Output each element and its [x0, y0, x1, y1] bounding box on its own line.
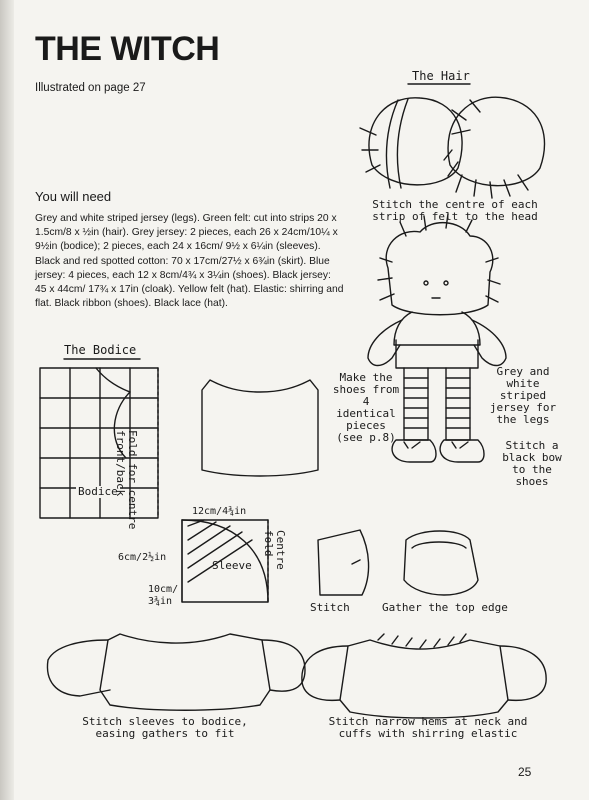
page-title: THE WITCH: [35, 30, 220, 68]
shoe-stitch-label: Stitch: [310, 601, 350, 614]
shoe-gather-label: Gather the top edge: [382, 601, 508, 614]
shoe-arrow: [352, 560, 360, 564]
sleeve-fold-label: Centre fold: [262, 530, 287, 570]
shoes-note: Make the shoes from 4 identical pieces (see p.8): [332, 371, 400, 444]
bodice-piece-label: Bodice: [78, 485, 118, 498]
legs-note: Grey and white striped jersey for the legs: [489, 365, 557, 426]
hair-caption: Stitch the centre of each strip of felt to the head: [372, 198, 538, 223]
materials-heading: You will need: [35, 189, 112, 204]
shoe-step-drawings: [318, 530, 478, 595]
hems-caption: Stitch narrow hems at neck and cuffs with shirring elastic: [328, 715, 528, 740]
hair-heading: The Hair: [412, 69, 470, 83]
hair-head-front-drawing: [360, 98, 462, 188]
bodice-heading: The Bodice: [64, 343, 137, 357]
hair-head-back-drawing: [444, 97, 545, 198]
sweater-finished-drawing: [302, 634, 546, 718]
sleeve-label: Sleeve: [212, 559, 252, 572]
materials-list: Grey and white striped jersey (legs). Green felt: cut into strips 20 x 1.5cm/8 x ½in (hair). Grey jersey: 2 pieces, each 26 x 24cm/10¼ x 9½in (bodice); 2 pieces, each 24 x 16cm/ 9½ x 6¼in (sleeves). Black and red spotted cotton: 70 x 17cm/27½ x 6¾in (skirt). Blue jersey: 4 pieces, each 12 x 8cm/4¾ x 3¼in (shoes). Black jersey: 45 x 44cm/ 17¾ x 17in (cloak). Yellow felt (hat). Elastic: shirring and flat. Black ribbon (shoes). Black lace (hat).: [35, 213, 344, 310]
bodice-shape-drawing: [202, 380, 318, 476]
sleeves-caption: Stitch sleeves to bodice, easing gathers to fit: [82, 715, 248, 740]
sleeve-bottom-measure: 10cm/ 3¾in: [148, 584, 179, 607]
bodice-fold-label: Fold for centre front/back: [114, 430, 139, 530]
bow-note: Stitch a black bow to the shoes: [502, 439, 562, 488]
sleeve-left-measure: 6cm/2½in: [118, 552, 167, 563]
page-subtitle: Illustrated on page 27: [35, 82, 146, 94]
sleeve-top-measure: 12cm/4¾in: [192, 506, 247, 517]
sweater-assembly-drawing: [47, 634, 305, 710]
page-number: 25: [518, 765, 532, 779]
